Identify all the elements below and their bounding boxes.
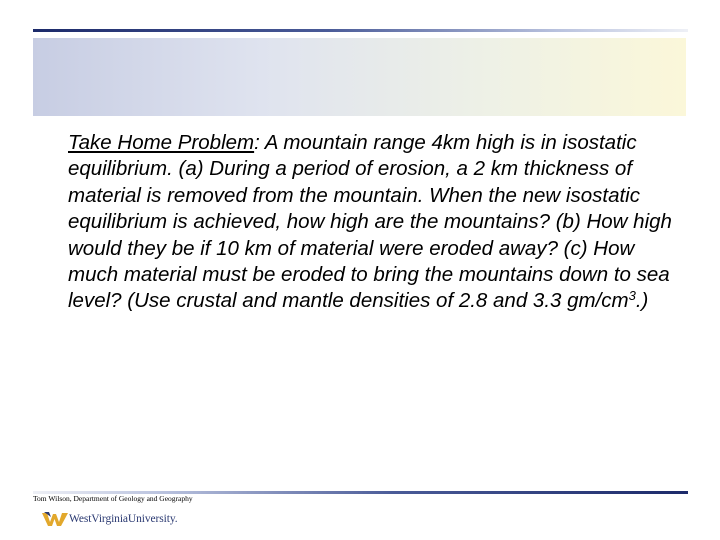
problem-body: : A mountain range 4km high is in isostatic equilibrium. (a) During a period of erosion, a 2 km thickness of material is removed from the mountain. When the new isostatic equilibrium is achieved, how high are the mountains? (b) How high would they be if 10 km of material were eroded away? (c) How much material must be eroded to bring the mountains down to sea level? (Use crustal and mantle densities of 2.8 and 3.3 gm/cm bbox=[68, 131, 672, 313]
cubic-superscript: 3 bbox=[628, 288, 636, 304]
wvu-flying-wv-icon bbox=[42, 511, 68, 527]
problem-text bbox=[68, 130, 678, 315]
footer-credit: Tom Wilson, Department of Geology and Geography bbox=[33, 494, 193, 503]
problem-closing: .) bbox=[635, 289, 649, 313]
title-band bbox=[33, 38, 686, 116]
problem-heading: Take Home Problem bbox=[68, 131, 255, 154]
top-divider bbox=[33, 29, 688, 32]
university-logo bbox=[42, 508, 178, 530]
university-wordmark: WestVirginiaUniversity. bbox=[69, 513, 178, 525]
